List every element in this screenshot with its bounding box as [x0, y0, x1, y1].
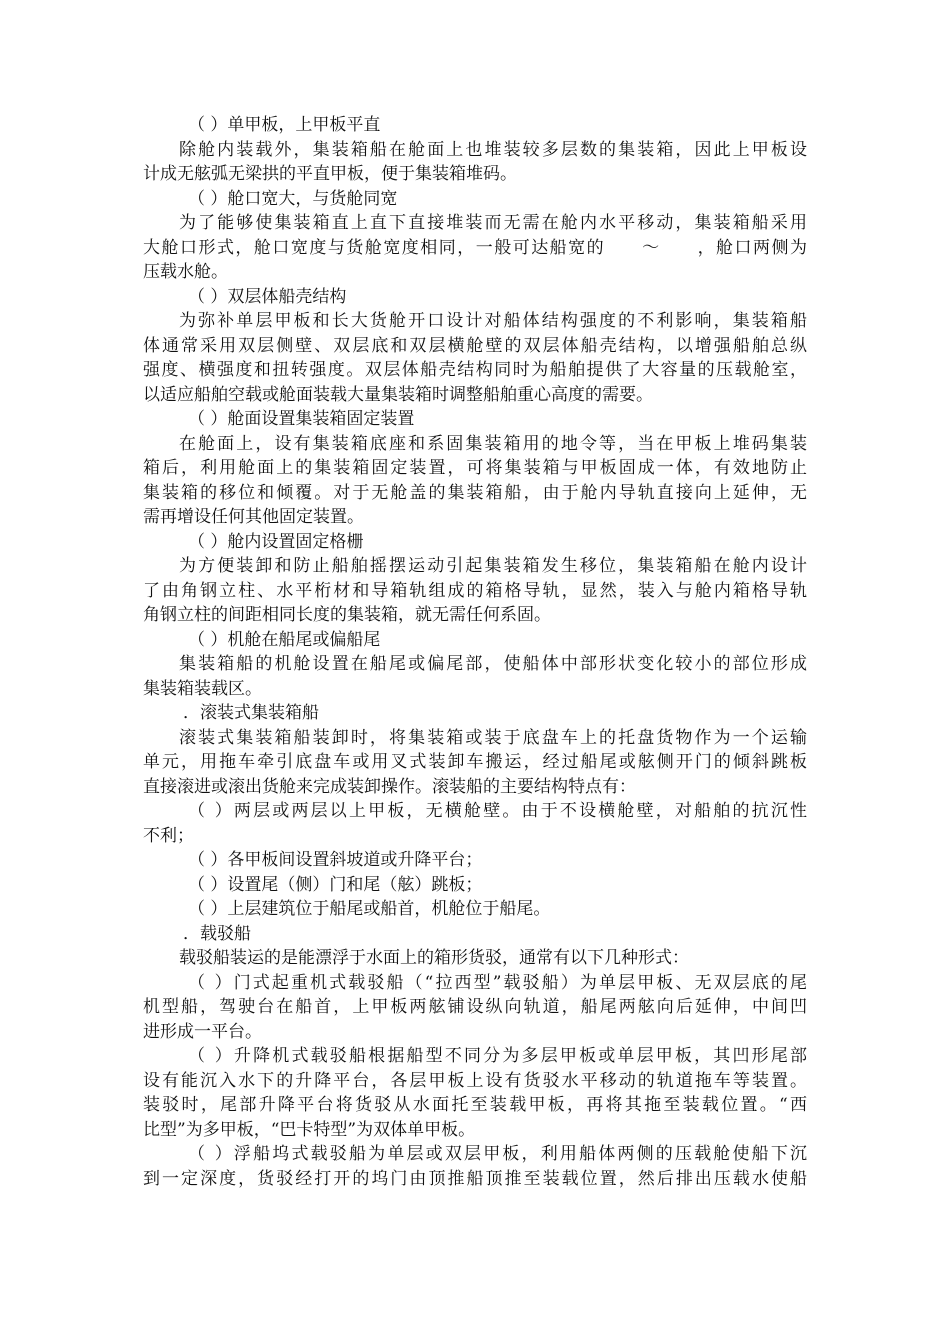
text-line: 到一定深度，货驳经打开的坞门由顶推船顶推至装载位置，然后排出压载水使船 [143, 1168, 807, 1189]
text-line: 单元，用拖车牵引底盘车或用叉式装卸车搬运，经过船尾或舷侧开门的倾斜跳板 [143, 752, 807, 772]
text-line: （ ）双层体船壳结构 [188, 286, 347, 307]
text-line: 进形成一平台。 [143, 1021, 262, 1042]
text-line: 集装箱装载区。 [143, 678, 262, 699]
text-line: 以适应船舶空载或舱面装载大量集装箱时调整船舶重心高度的需要。 [143, 384, 653, 405]
text-line: 大舱口形式，舱口宽度与货舱宽度相同，一般可达船宽的 ～ ，舱口两侧为 [143, 237, 807, 258]
text-line: 直接滚进或滚出货舱来完成装卸操作。滚装船的主要结构特点有： [143, 776, 636, 797]
text-line: 箱后，利用舱面上的集装箱固定装置，可将集装箱与甲板固成一体，有效地防止 [143, 458, 807, 478]
text-line: 集装箱的移位和倾覆。对于无舱盖的集装箱船，由于舱内导轨直接向上延伸，无 [143, 482, 807, 503]
text-line: 机型船，驾驶台在船首，上甲板两舷铺设纵向轨道，船尾两舷向后延伸，中间凹 [143, 997, 807, 1017]
text-line: 装驳时，尾部升降平台将货驳从水面托至装载甲板，再将其拖至装载位置。“西 [143, 1095, 807, 1115]
text-line: 计成无舷弧无梁拱的平直甲板，便于集装箱堆码。 [143, 164, 517, 184]
text-line: ．载驳船 [183, 923, 251, 944]
text-line: （ ）浮船坞式载驳船为单层或双层甲板，利用船体两侧的压载舱使船下沉 [188, 1144, 807, 1164]
text-line: 比型”为多甲板，“巴卡特型”为双体单甲板。 [143, 1119, 476, 1140]
text-line: 体通常采用双层侧壁、双层底和双层横舱壁的双层体船壳结构，以增强船舶总纵 [143, 335, 807, 356]
text-line: （ ）升降机式载驳船根据船型不同分为多层甲板或单层甲板，其凹形尾部 [188, 1046, 807, 1066]
text-line: 载驳船装运的是能漂浮于水面上的箱形货驳，通常有以下几种形式： [179, 948, 689, 968]
text-line: （ ）单甲板，上甲板平直 [188, 115, 381, 135]
text-line: 了由角钢立柱、水平桁材和导箱轨组成的箱格导轨，显然，装入与舱内箱格导轨 [143, 580, 807, 601]
text-line: 为了能够使集装箱直上直下直接堆装而无需在舱内水平移动，集装箱船采用 [179, 213, 807, 233]
text-line: （ ）各甲板间设置斜坡道或升降平台； [188, 850, 483, 870]
text-line: 角钢立柱的间距相同长度的集装箱，就无需任何系固。 [143, 605, 551, 625]
text-line: 在舱面上，设有集装箱底座和系固集装箱用的地令等，当在甲板上堆码集装 [179, 433, 807, 454]
text-line: 设有能沉入水下的升降平台，各层甲板上设有货驳水平移动的轨道拖车等装置。 [143, 1070, 807, 1091]
text-line: 滚装式集装箱船装卸时，将集装箱或装于底盘车上的托盘货物作为一个运输 [179, 727, 807, 748]
text-line: 除舱内装载外，集装箱船在舱面上也堆装较多层数的集装箱，因此上甲板设 [179, 139, 807, 160]
text-line: 集装箱船的机舱设置在船尾或偏尾部，使船体中部形状变化较小的部位形成 [179, 654, 807, 674]
text-line: ．滚装式集装箱船 [183, 703, 319, 723]
text-line: 强度、横强度和扭转强度。双层体船壳结构同时为船舶提供了大容量的压载舱室， [143, 360, 807, 380]
text-line: 为方便装卸和防止船舶摇摆运动引起集装箱发生移位，集装箱船在舱内设计 [179, 556, 807, 576]
text-line: （ ）舱内设置固定格栅 [188, 531, 364, 552]
text-line: 需再增设任何其他固定装置。 [143, 507, 364, 527]
text-line: （ ）舱口宽大，与货舱同宽 [188, 188, 398, 209]
text-line: 不利； [143, 825, 194, 846]
text-line: （ ）两层或两层以上甲板，无横舱壁。由于不设横舱壁，对船舶的抗沉性 [188, 801, 807, 821]
text-line: （ ）舱面设置集装箱固定装置 [188, 409, 415, 429]
text-line: 为弥补单层甲板和长大货舱开口设计对船体结构强度的不利影响，集装箱船 [179, 311, 807, 331]
text-line: （ ）上层建筑位于船尾或船首，机舱位于船尾。 [188, 899, 551, 919]
text-line: 压载水舱。 [143, 262, 228, 282]
document-page [143, 113, 807, 1191]
text-line: （ ）机舱在船尾或偏船尾 [188, 629, 381, 650]
text-line: （ ）设置尾（侧）门和尾（舷）跳板； [188, 874, 483, 895]
text-line: （ ）门式起重机式载驳船（“拉西型”载驳船）为单层甲板、无双层底的尾 [188, 972, 807, 993]
